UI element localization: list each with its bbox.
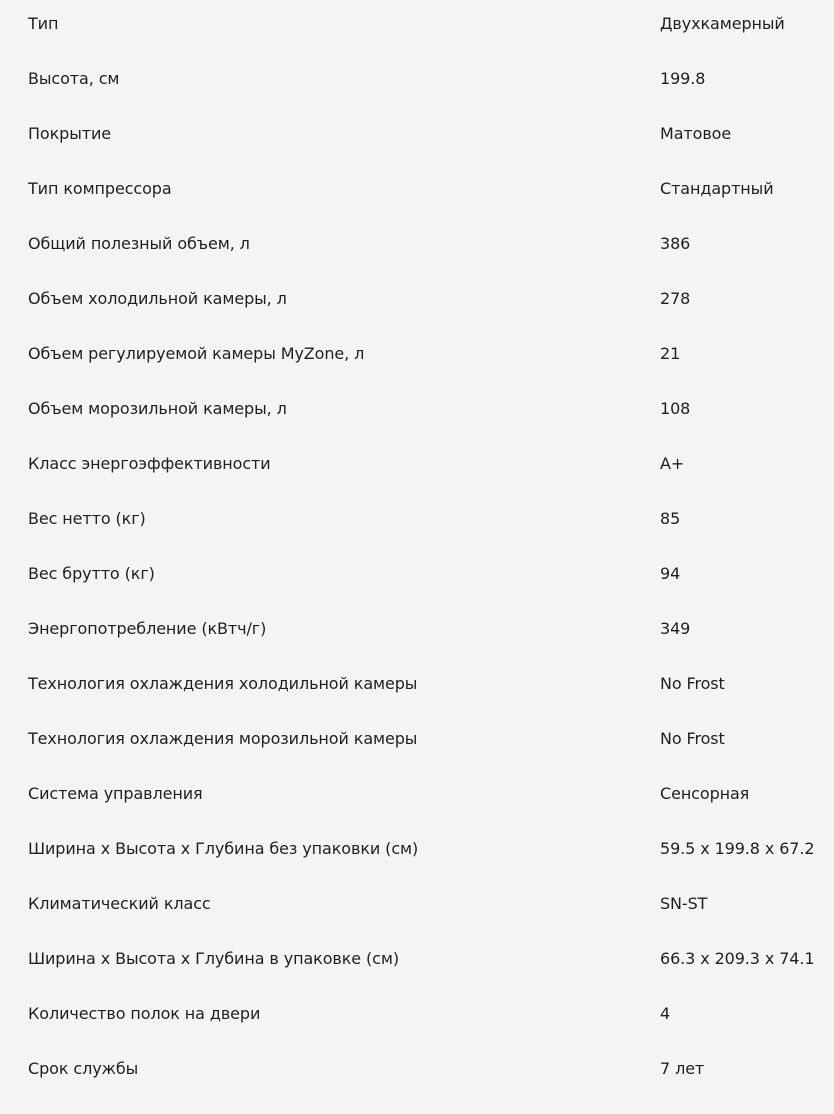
spec-row-coating	[0, 124, 834, 179]
spec-label: Система управления	[28, 784, 203, 803]
spec-value: 7 лет	[660, 1059, 705, 1078]
spec-value: A+	[660, 454, 685, 473]
spec-row-dimensions-unpacked	[0, 839, 834, 894]
spec-row-dimensions-packed	[0, 949, 834, 1004]
spec-row-freezer-volume	[0, 399, 834, 454]
spec-row-fridge-volume	[0, 289, 834, 344]
spec-label: Класс энергоэффективности	[28, 454, 271, 473]
spec-value: 278	[660, 289, 691, 308]
spec-row-climate-class	[0, 894, 834, 949]
spec-row-total-volume	[0, 234, 834, 289]
spec-value: 4	[660, 1004, 671, 1023]
spec-row-energy-class	[0, 454, 834, 509]
spec-value: 21	[660, 344, 681, 363]
spec-row-net-weight	[0, 509, 834, 564]
spec-label: Объем регулируемой камеры MyZone, л	[28, 344, 365, 363]
spec-label: Покрытие	[28, 124, 112, 143]
spec-label: Срок службы	[28, 1059, 139, 1078]
spec-row-compressor-type	[0, 179, 834, 234]
spec-label: Ширина x Высота x Глубина без упаковки (см)	[28, 839, 419, 858]
spec-label: Общий полезный объем, л	[28, 234, 250, 253]
spec-label: Высота, см	[28, 69, 120, 88]
spec-value: 94	[660, 564, 681, 583]
spec-label: Энергопотребление (кВтч/г)	[28, 619, 267, 638]
spec-row-fridge-cooling-tech	[0, 674, 834, 729]
spec-value: 386	[660, 234, 691, 253]
spec-row-door-shelves	[0, 1004, 834, 1059]
spec-value: 108	[660, 399, 691, 418]
spec-row-type	[0, 14, 834, 69]
spec-label: Тип	[28, 14, 59, 33]
spec-label: Количество полок на двери	[28, 1004, 261, 1023]
spec-label: Технология охлаждения холодильной камеры	[28, 674, 418, 693]
spec-row-service-life	[0, 1059, 834, 1114]
spec-value: Сенсорная	[660, 784, 750, 803]
spec-value: No Frost	[660, 674, 725, 693]
spec-value: 199.8	[660, 69, 706, 88]
spec-row-height	[0, 69, 834, 124]
spec-value: Стандартный	[660, 179, 774, 198]
spec-label: Вес нетто (кг)	[28, 509, 146, 528]
spec-value: 349	[660, 619, 691, 638]
spec-row-energy-consumption	[0, 619, 834, 674]
spec-row-freezer-cooling-tech	[0, 729, 834, 784]
spec-value: Двухкамерный	[660, 14, 785, 33]
spec-label: Тип компрессора	[28, 179, 172, 198]
spec-label: Ширина x Высота x Глубина в упаковке (см)	[28, 949, 399, 968]
spec-value: SN-ST	[660, 894, 708, 913]
spec-row-control-system	[0, 784, 834, 839]
spec-value: No Frost	[660, 729, 725, 748]
spec-row-gross-weight	[0, 564, 834, 619]
spec-value: 66.3 x 209.3 x 74.1	[660, 949, 815, 968]
spec-label: Объем морозильной камеры, л	[28, 399, 287, 418]
spec-value: 85	[660, 509, 681, 528]
spec-row-myzone-volume	[0, 344, 834, 399]
spec-label: Технология охлаждения морозильной камеры	[28, 729, 418, 748]
spec-value: Матовое	[660, 124, 732, 143]
spec-label: Климатический класс	[28, 894, 211, 913]
spec-label: Вес брутто (кг)	[28, 564, 155, 583]
spec-label: Объем холодильной камеры, л	[28, 289, 287, 308]
spec-value: 59.5 x 199.8 x 67.2	[660, 839, 815, 858]
